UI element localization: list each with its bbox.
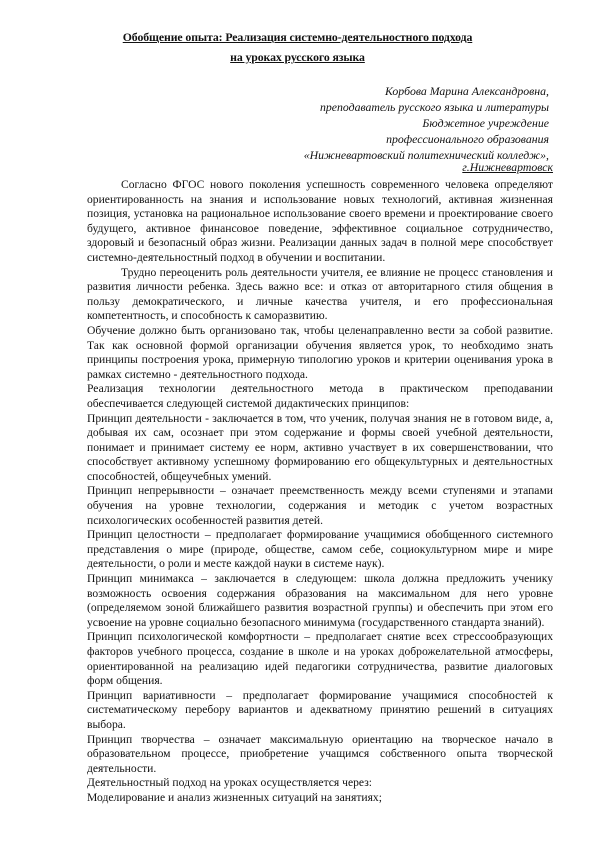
author-city: г.Нижневартовск [462, 160, 553, 174]
paragraph: Принцип целостности – предполагает формирование учащимися обобщенного системного представления о мире (природе, обществе, самом себе, социокультурном мире и мире деятельности, о роли и месте каждой науки в системе наук). [87, 528, 553, 571]
paragraph: Принцип творчества – означает максимальную ориентацию на творческое начало в образовательном процессе, приобретение учащимся собственного опыта творческой деятельности. [87, 732, 553, 775]
paragraph: Принцип психологической комфортности – предполагает снятие всех стрессообразующих факторов учебного процесса, создание в школе и на уроках доброжелательной атмосферы, ориентированной на реализацию идей педагогики сотрудничества, развитие диалоговых форм общения. [87, 630, 553, 688]
paragraph: Принцип вариативности – предполагает формирование учащимися способностей к систематическому перебору вариантов и адекватному принятию решений в ситуациях выбора. [87, 688, 553, 731]
paragraph: Моделирование и анализ жизненных ситуаций на занятиях; [87, 790, 382, 804]
paragraph: Обучение должно быть организовано так, чтобы целенаправленно вести за собой развитие. Так как основной формой организации обучения является урок, то необходимо знать принципы построения урока, примерную типологию уроков и критерии оценивания урока в рамках системно - деятельностного подхода. [87, 323, 553, 381]
paragraph: Принцип непрерывности – означает преемственность между всеми ступенями и этапами обучения на уровне технологии, содержания и методик с учетом возрастных психологических особенностей развития детей. [87, 484, 553, 527]
paragraph: Принцип минимакса – заключается в следующем: школа должна предложить ученику возможность освоения содержания образования на максимальном для него уровне (определяемом зоной ближайшего развития возрастной группы) и обеспечить при этом его усвоение на уровне социально безопасного минимума (государственного стандарта знаний). [87, 572, 553, 629]
paragraph: Принцип деятельности - заключается в том, что ученик, получая знания не в готовом виде, а, добывая их сам, осознает при этом содержание и формы своей учебной деятельности, понимает и принимает систему ее норм, активно участвует в их совершенствовании, что способствует активному успешному формированию его общекультурных и деятельностных способностей, общеучебных умений. [87, 411, 553, 483]
document-title-line-1: Обобщение опыта: Реализация системно-деятельностного подхода [122, 30, 473, 44]
author-organization-line-1: Бюджетное учреждение [422, 116, 549, 130]
paragraph: Согласно ФГОС нового поколения успешность современного человека определяют ориентированность на знания и использование новых технологий, активная жизненная позиция, установка на рациональное использование своего времени и проектирование своего будущего, активное финансовое поведение, эффективное социальное сотрудничество, здоровый и безопасный образ жизни. Реализации данных задач в полной мере способствует системно-деятельностный подход в обучении и воспитании. [87, 178, 553, 264]
author-position: преподаватель русского языка и литературы [319, 100, 549, 114]
document-title-line-2: на уроках русского языка [230, 50, 365, 64]
paragraph: Реализация технологии деятельностного метода в практическом преподавании обеспечивается следующей системой дидактических принципов: [87, 382, 553, 410]
author-name: Корбова Марина Александровна, [384, 84, 549, 98]
author-organization-line-2: профессионального образования [386, 132, 549, 146]
author-organization-line-3: «Нижневартовский политехнический колледж», [303, 148, 549, 162]
document-body [87, 178, 553, 806]
paragraph: Трудно переоценить роль деятельности учителя, ее влияние не процесс становления и развития личности ребенка. Здесь важно все: и отказ от авторитарного стиля общения в пользу демократического, и личные качества учителя, и его профессиональная компетентность, и способность к саморазвитию. [87, 265, 553, 323]
paragraph: Деятельностный подход на уроках осуществляется через: [87, 776, 373, 790]
